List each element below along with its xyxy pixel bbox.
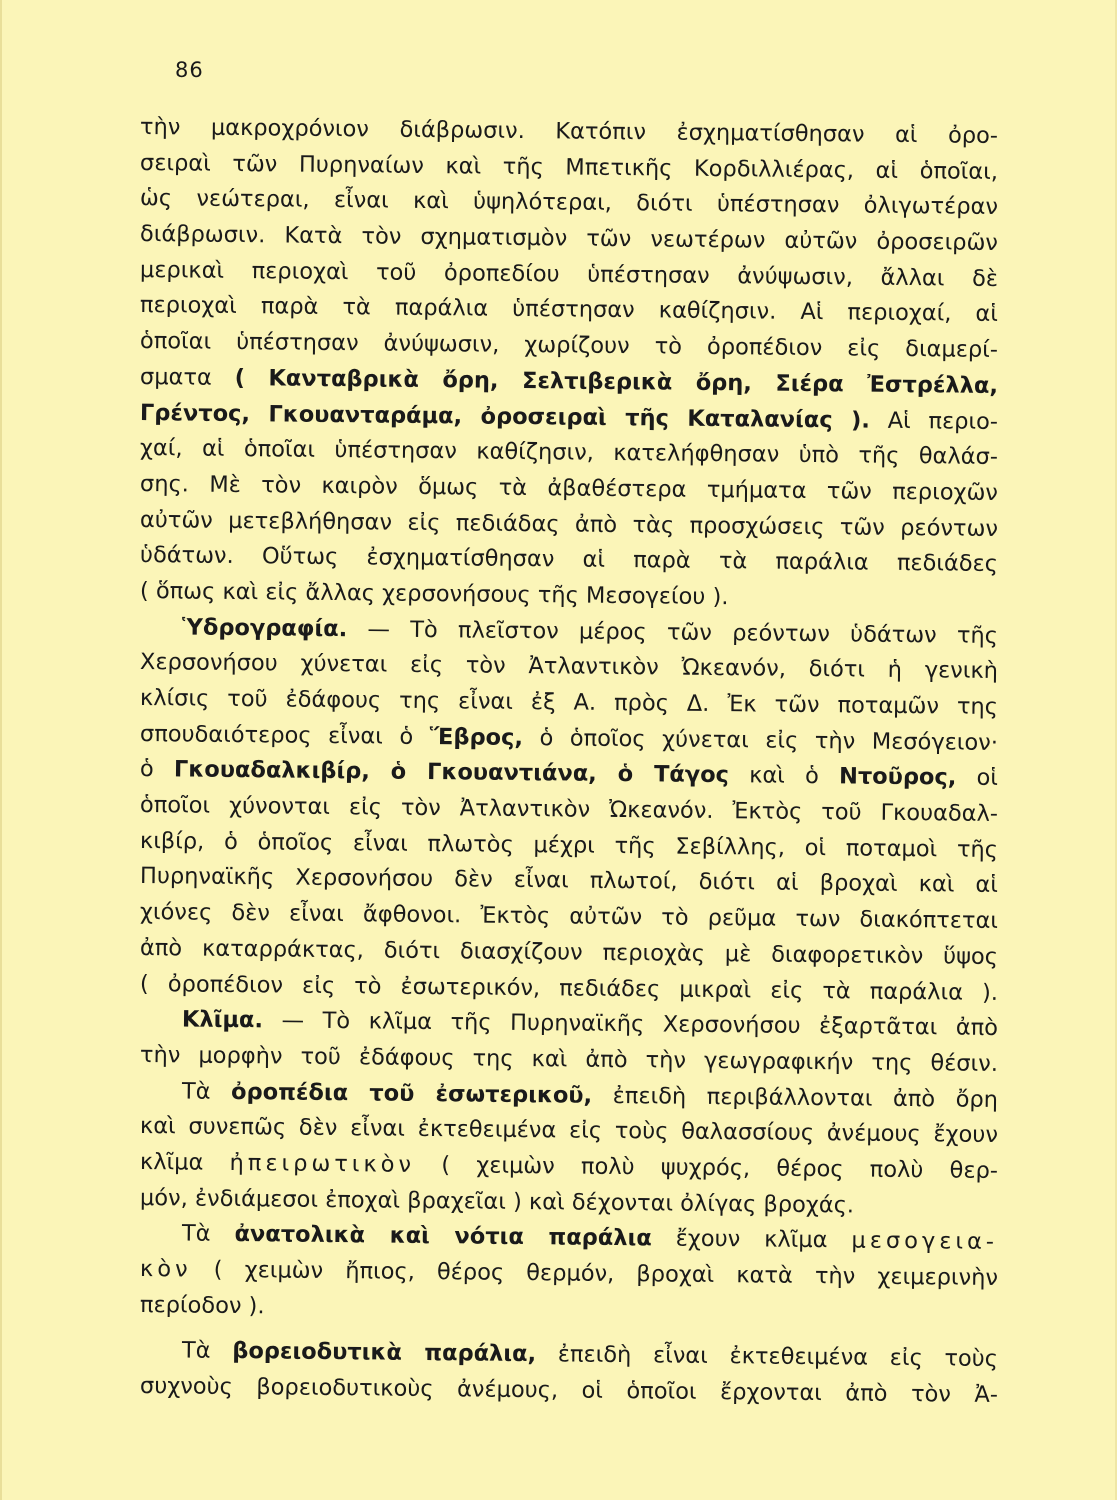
- line-text: συχνοὺς βορειοδυτικοὺς ἀνέμους, οἱ ὁποῖοι ἔρχονται ἀπὸ τὸν Ἀ-: [139, 1373, 999, 1409]
- line-text: ὁ ὁποῖος χύνεται εἰς τὴν Μεσόγειον·: [539, 724, 999, 756]
- line-text: ἀπὸ καταρράκτας, διότι διασχίζουν περιοχὰς μὲ διαφορετικὸν ὕψος: [139, 934, 999, 970]
- line-text: κλίσις τοῦ ἐδάφους της εἶναι ἐξ Α. πρὸς Δ. Ἐκ τῶν ποταμῶν της: [139, 685, 999, 720]
- line-text: ἔχουν κλῖμα: [675, 1225, 828, 1254]
- line-text: κιβίρ, ὁ ὁποῖος εἶναι πλωτὸς μέχρι τῆς Σεβίλλης, οἱ ποταμοὶ τῆς: [139, 827, 999, 863]
- line-text: Πυρηναϊκῆς Χερσονήσου δὲν εἶναι πλωτοί, διότι αἱ βροχαὶ καὶ αἱ: [139, 863, 999, 899]
- line-text: Τὰ: [181, 1078, 211, 1105]
- line-text: ὁποῖοι χύνονται εἰς τὸν Ἀτλαντικὸν Ὠκεανόν. Ἐκτὸς τοῦ Γκουαδαλ-: [139, 792, 999, 828]
- line-text: ( χειμὼν πολὺ ψυχρός, θέρος πολὺ θερ-: [441, 1152, 999, 1184]
- line-text: ( ὅπως καὶ εἰς ἄλλας χερσονήσους τῆς Μεσογείου ).: [139, 577, 729, 611]
- line-text: — Τὸ κλῖμα τῆς Πυρηναϊκῆς Χερσονήσου ἐξαρτᾶται ἀπὸ: [281, 1007, 999, 1042]
- line-text: τὴν μορφὴν τοῦ ἐδάφους της καὶ ἀπὸ τὴν γεωγραφικήν της θέσιν.: [139, 1041, 999, 1077]
- line-text: Αἱ περιο-: [887, 407, 999, 435]
- line-text: κλῖμα: [139, 1148, 204, 1176]
- line-text: ἐπειδὴ περιβάλλονται ἀπὸ ὄρη: [612, 1082, 999, 1113]
- line-text: ὁποῖαι ὑπέστησαν ἀνύψωσιν, χωρίζουν τὸ ὀροπέδιον εἰς διαμερί-: [139, 328, 999, 364]
- bold-term: Ντοῦρος,: [838, 763, 957, 791]
- bold-term: ( Κανταβρικὰ ὄρη, Σελτιβερικὰ ὄρη, Σιέρα Ἐστρέλλα,: [234, 364, 999, 399]
- line-text: οἱ: [976, 765, 999, 792]
- text-line: [140, 1369, 998, 1414]
- line-text: Τὰ: [181, 1337, 211, 1365]
- line-text: σπουδαιότερος εἶναι ὁ: [139, 720, 414, 750]
- line-text: ὑδάτων. Οὕτως ἐσχηματίσθησαν αἱ παρὰ τὰ παράλια πεδιάδες: [139, 542, 999, 578]
- line-text: τὴν μακροχρόνιον διάβρωσιν. Κατόπιν ἐσχηματίσθησαν αἱ ὀρο-: [139, 114, 999, 149]
- line-text: διάβρωσιν. Κατὰ τὸν σχηματισμὸν τῶν νεωτέρων αὐτῶν ὀροσειρῶν: [139, 221, 999, 257]
- line-text: χιόνες δὲν εἶναι ἄφθονοι. Ἐκτὸς αὐτῶν τὸ ρεῦμα των διακόπτεται: [139, 899, 999, 935]
- line-text: ἐπειδὴ εἶναι ἐκτεθειμένα εἰς τοὺς: [557, 1341, 999, 1373]
- line-text: σειραὶ τῶν Πυρηναίων καὶ τῆς Μπετικῆς Κορδιλλιέρας, αἱ ὁποῖαι,: [139, 149, 999, 185]
- line-text: Χερσονήσου χύνεται εἰς τὸν Ἀτλαντικὸν Ὠκεανόν, διότι ἡ γενικὴ: [139, 649, 999, 685]
- spaced-term: ἠπειρωτικὸν: [229, 1149, 416, 1178]
- line-text: ὁ: [139, 756, 154, 783]
- bold-term: βορειοδυτικὰ παράλια,: [232, 1338, 537, 1368]
- bold-term: Γκουαδαλκιβίρ, ὁ Γκουαντιάνα, ὁ Τάγος: [173, 756, 730, 789]
- line-text: ( ὀροπέδιον εἰς τὸ ἐσωτερικόν, πεδιάδες μικραὶ εἰς τὰ παράλια ).: [139, 970, 999, 1006]
- spaced-term: κὸν: [139, 1256, 192, 1283]
- line-text: μόν, ἐνδιάμεσοι ἐποχαὶ βραχεῖαι ) καὶ δέχονται ὀλίγας βροχάς.: [139, 1184, 855, 1219]
- bold-term: Ὑδρογραφία.: [181, 614, 348, 642]
- line-text: χαί, αἱ ὁποῖαι ὑπέστησαν καθίζησιν, κατελήφθησαν ὑπὸ τῆς θαλάσ-: [139, 435, 999, 471]
- bold-term: ἀνατολικὰ καὶ νότια παράλια: [234, 1221, 652, 1252]
- bold-term: Κλῖμα.: [181, 1006, 264, 1034]
- line-text: καὶ ὁ: [749, 762, 819, 790]
- line-text: Τὰ: [181, 1220, 211, 1248]
- line-text: καὶ συνεπῶς δὲν εἶναι ἐκτεθειμένα εἰς τοὺς θαλασσίους ἀνέμους ἔχουν: [139, 1113, 999, 1149]
- bold-term: Γρέντος, Γκουανταράμα, ὀροσειραὶ τῆς Καταλανίας ).: [139, 399, 871, 434]
- bold-term: Ἕβρος,: [429, 723, 524, 751]
- line-text: ὡς νεώτεραι, εἶναι καὶ ὑψηλότεραι, διότι ὑπέστησαν ὀλιγωτέραν: [139, 185, 999, 221]
- line-text: περίοδον ).: [139, 1291, 265, 1319]
- line-text: ( χειμὼν ἤπιος, θέρος θερμόν, βροχαὶ κατὰ τὴν χειμερινὴν: [213, 1256, 999, 1291]
- line-text: σης. Μὲ τὸν καιρὸν ὅμως τὰ ἀβαθέστερα τμήματα τῶν περιοχῶν: [139, 470, 999, 506]
- body-text: [139, 110, 999, 1409]
- spaced-term: μεσογεια-: [851, 1227, 999, 1256]
- line-text: περιοχαὶ παρὰ τὰ παράλια ὑπέστησαν καθίζησιν. Αἱ περιοχαί, αἱ: [139, 292, 999, 328]
- bold-term: ὀροπέδια τοῦ ἐσωτερικοῦ,: [230, 1078, 593, 1109]
- line-text: μερικαὶ περιοχαὶ τοῦ ὀροπεδίου ὑπέστησαν ἀνύψωσιν, ἄλλαι δὲ: [139, 256, 999, 292]
- line-text: σματα: [139, 363, 212, 391]
- page-number: 86: [175, 58, 204, 82]
- line-text: — Τὸ πλεῖστον μέρος τῶν ρεόντων ὑδάτων τῆς: [367, 616, 999, 649]
- line-text: αὐτῶν μετεβλήθησαν εἰς πεδιάδας ἀπὸ τὰς προσχώσεις τῶν ρεόντων: [139, 506, 999, 542]
